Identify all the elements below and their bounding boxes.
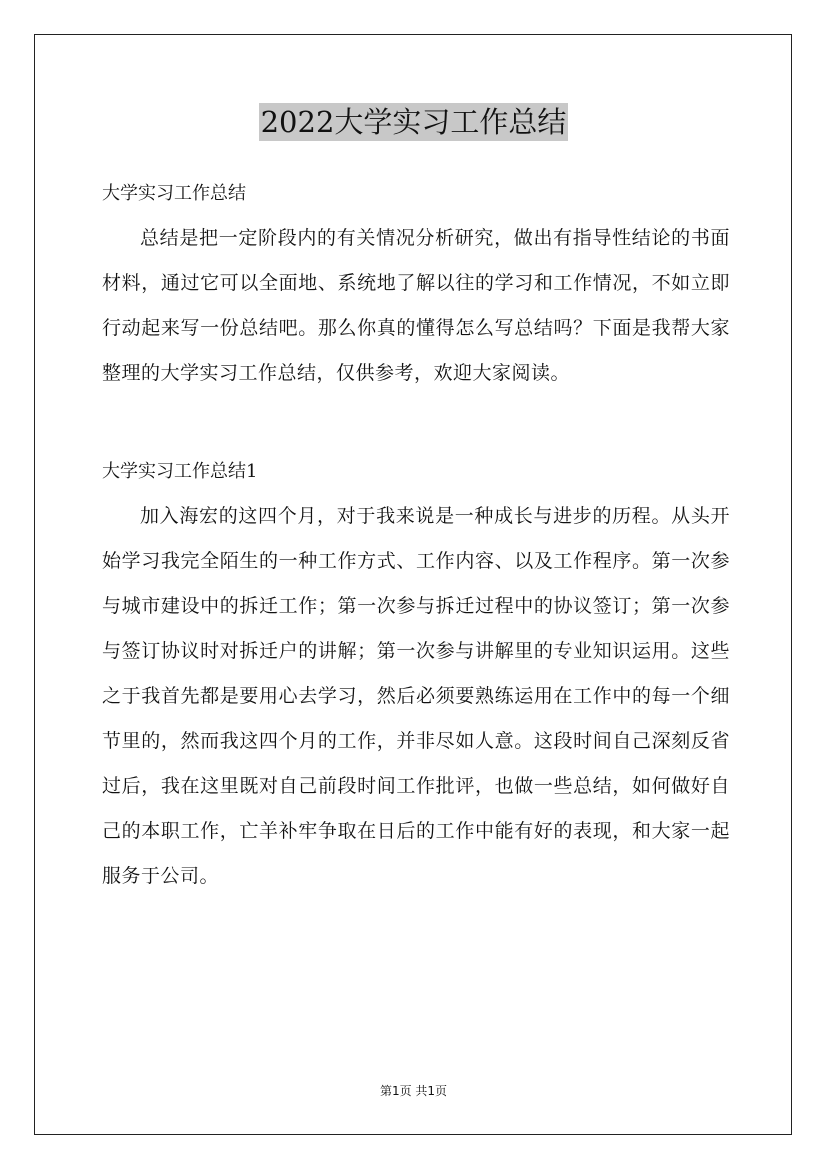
intro-heading: 大学实习工作总结 bbox=[102, 183, 246, 204]
section1-paragraph: 加入海宏的这四个月，对于我来说是一种成长与进步的历程。从头开始学习我完全陌生的一种工作方式、工作内容、以及工作程序。第一次参与城市建设中的拆迁工作；第一次参与拆迁过程中的协议签订；第一次参与签订协议时对拆迁户的讲解；第一次参与讲解里的专业知识运用。这些之于我首先都是要用心去学习，然后必须要熟练运用在工作中的每一个细节里的，然而我这四个月的工作，并非尽如人意。这段时间自己深刻反省过后，我在这里既对自己前段时间工作批评，也做一些总结，如何做好自己的本职工作，亡羊补牢争取在日后的工作中能有好的表现，和大家一起服务于公司。 bbox=[102, 505, 730, 887]
section-spacer bbox=[102, 396, 730, 450]
document-title-wrapper bbox=[0, 102, 827, 141]
section1-heading: 大学实习工作总结1 bbox=[102, 461, 258, 482]
page-footer: 第1页 共1页 bbox=[379, 1084, 448, 1098]
document-title: 2022大学实习工作总结 bbox=[260, 105, 567, 139]
intro-paragraph: 总结是把一定阶段内的有关情况分析研究，做出有指导性结论的书面材料，通过它可以全面地、系统地了解以往的学习和工作情况，不如立即行动起来写一份总结吧。那么你真的懂得怎么写总结吗？下面是我帮大家整理的大学实习工作总结，仅供参考，欢迎大家阅读。 bbox=[102, 227, 730, 384]
document-body bbox=[102, 172, 730, 899]
